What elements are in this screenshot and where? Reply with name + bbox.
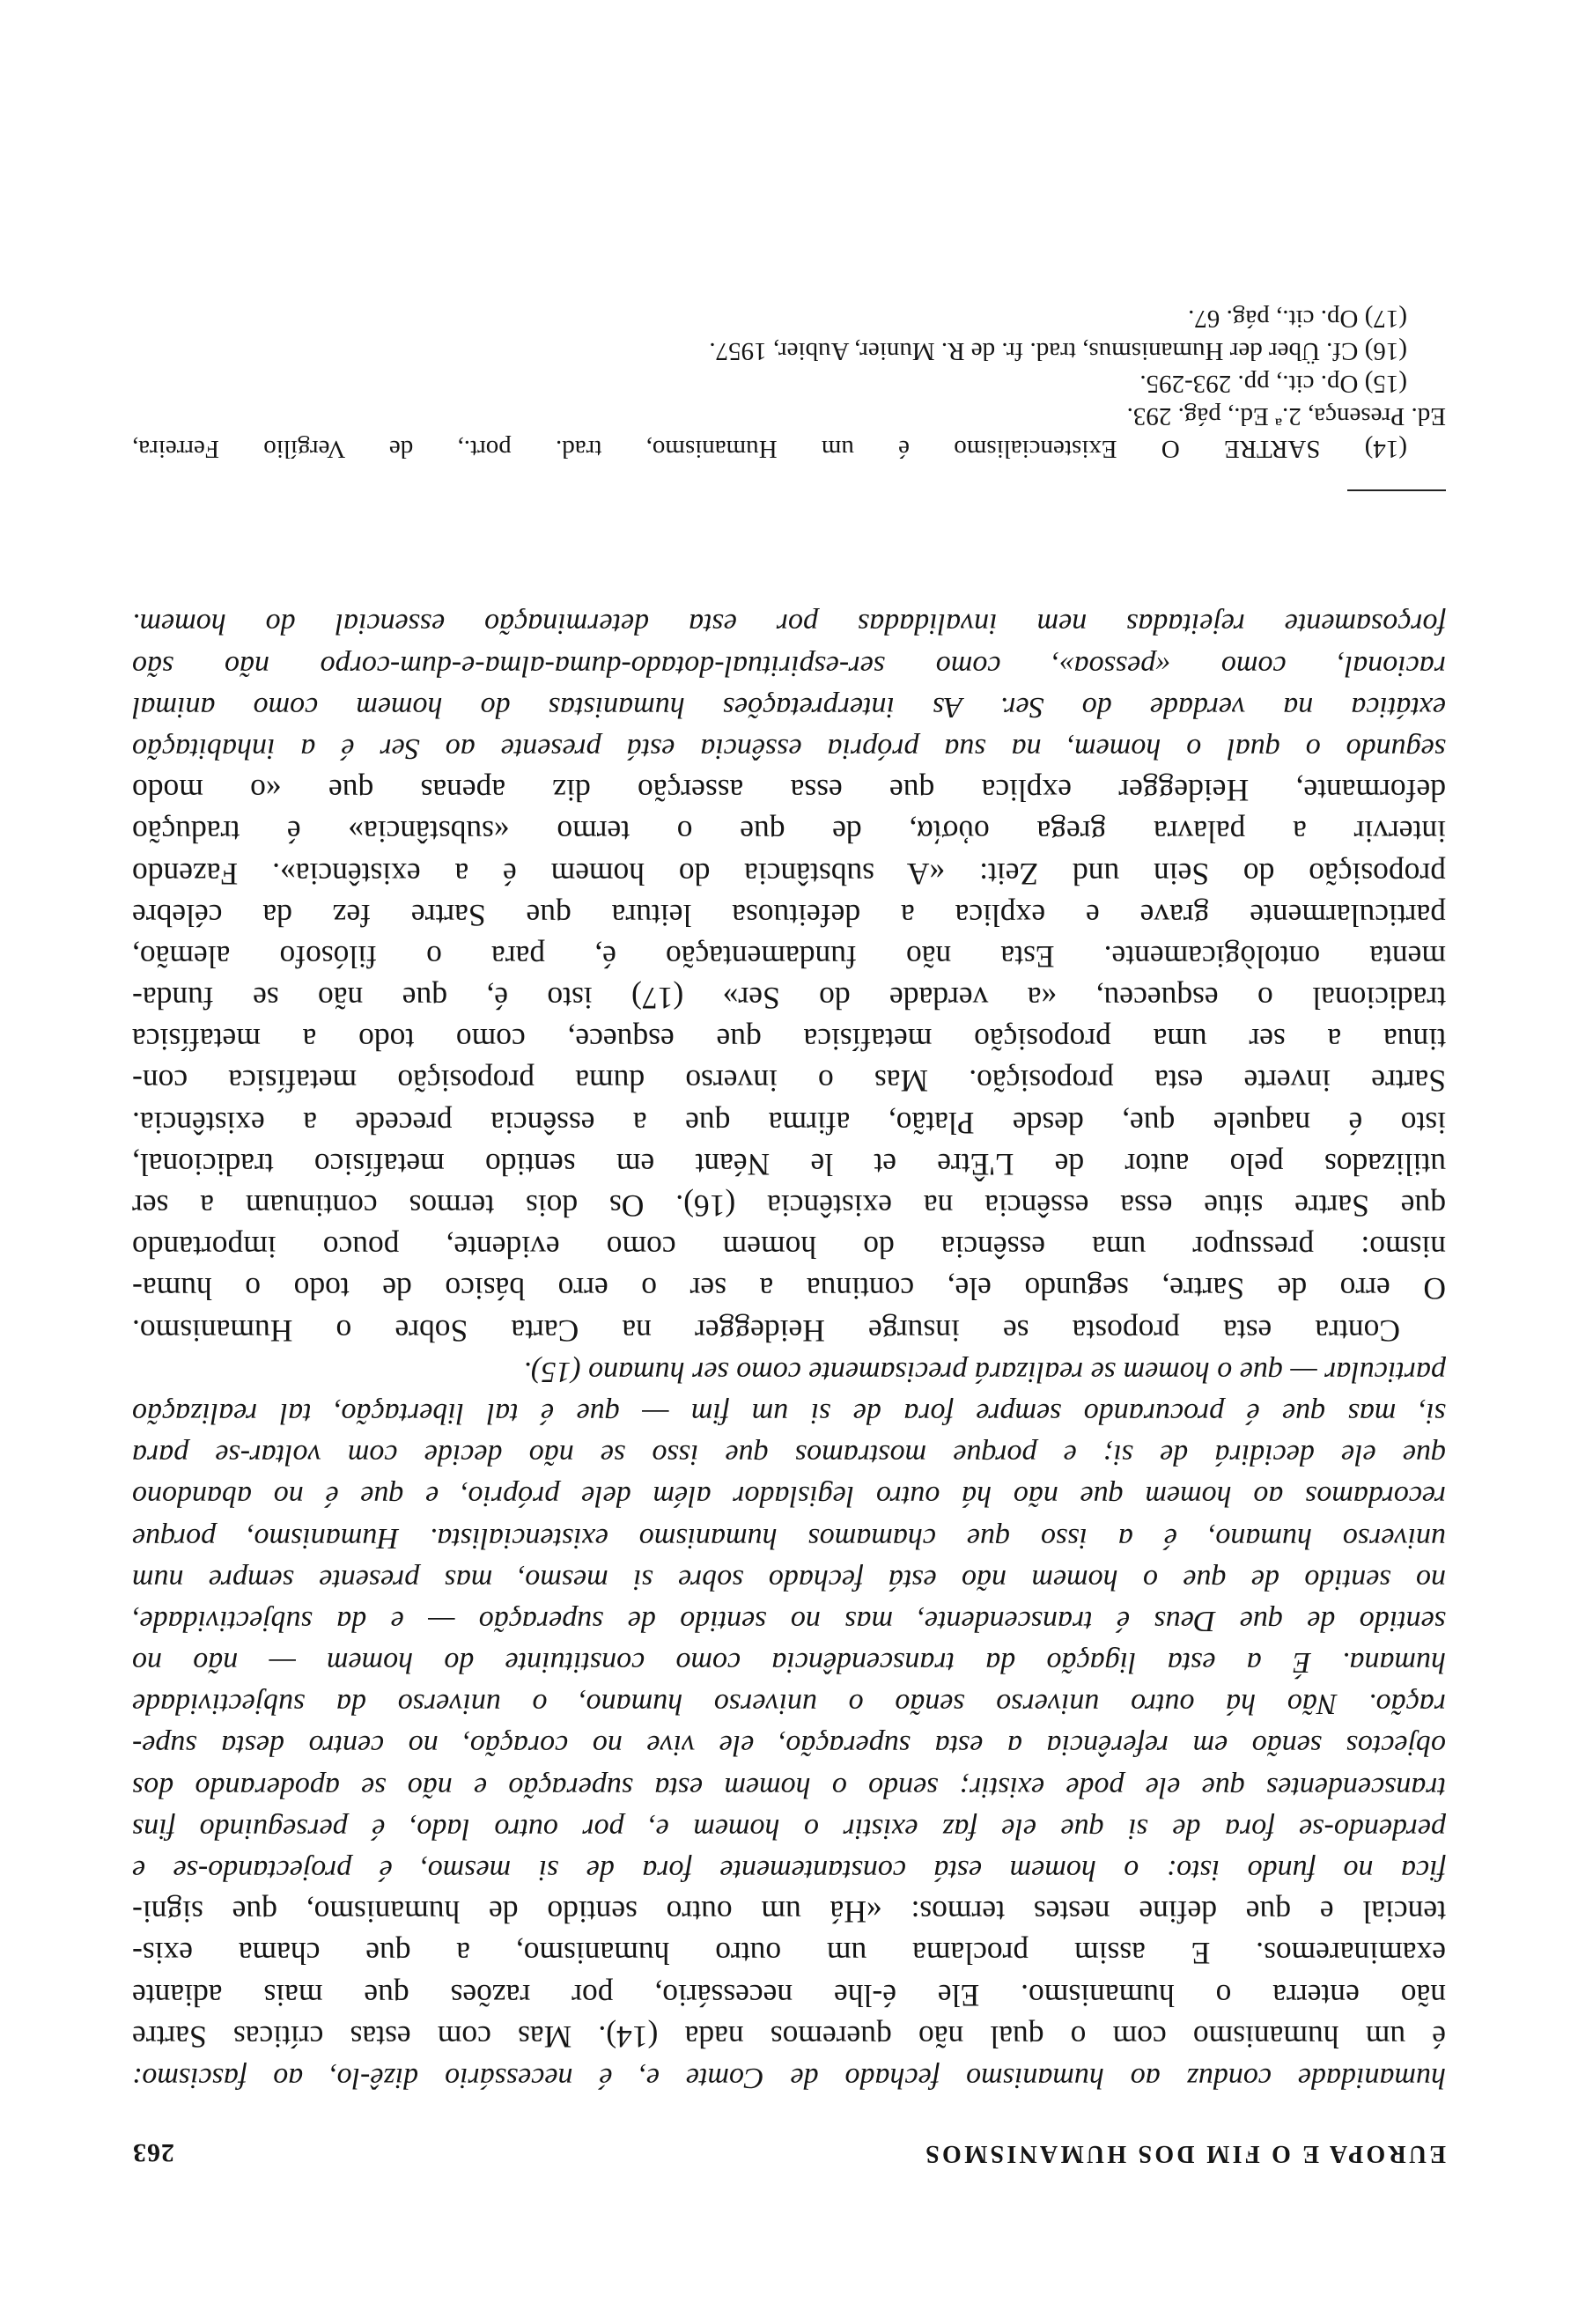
body-text [132,603,1446,2099]
text-line: menta ontològicamente. Esta não fundamentação é, para o filósofo alemão, [132,938,1446,974]
text-line: segundo o qual o homem, na sua própria essência está presente ao Ser é a inhabitação [132,732,1446,765]
text-line: particularmente grave e explica a defeituosa leitura que Sartre fez da célebre [132,897,1446,933]
footnote-list [132,302,1446,465]
text-line: nismo: pressupor uma essência do homem como evidente, pouco importando [132,1230,1446,1266]
text-line: proposição do Sein und Zeit: «A substância do homem é a existência». Fazendo [132,856,1446,892]
footnotes [132,302,1446,491]
text-line: sentido de que Deus é transcendente, mas no sentido de superação — e da subjectividade, [132,1604,1446,1637]
text-line: si, mas que é procurando sempre fora de si um fim — que é tal libertação, tal realização [132,1397,1446,1430]
text-line: tinua a ser uma proposição metafísica que esquece, como todo a metafísica [132,1022,1446,1058]
text-line: forçosamente rejeitadas nem invalidadas por esta determinação essencial do homem. [132,607,1446,641]
text-line: intervir a palavra grega οὐσία, de que o termo «substância» é tradução [132,814,1446,850]
text-line: deformante, Heidegger explica que essa asserção diz apenas que «o modo [132,773,1446,809]
text-line: examinaremos. E assim proclama um outro humanismo, a que chama exis- [132,1936,1446,1972]
text-line: universo humano, é a isso que chamamos humanismo existencialista. Humanismo, porque [132,1521,1446,1555]
running-head [132,2132,1446,2167]
footnote-line: (15) Op. cit., pp. 293-295. [1139,370,1407,398]
text-line: isto é naquele que, desde Platão, afirma que a essência precede a existência. [132,1105,1446,1141]
text-line: que Sartre situe essa essência na existência (16). Os dois termos continuam a ser [132,1188,1446,1225]
text-line: O erro de Sartre, segundo ele, continua a ser o erro básico de todo o huma- [132,1271,1446,1307]
text-line: é um humanismo com o qual não queremos nada (14). Mas com estas críticas Sartre [132,2019,1446,2055]
text-line: objectos senão em referência a esta superação, ele vive no coração, no centro desta supe- [132,1729,1446,1762]
footnote-line: (17) Op. cit., pág. 67. [1188,305,1407,333]
footnote-line: (14) SARTRE O Existencialismo é um Humanismo, trad. port., de Vergílio Ferreira, [132,435,1407,463]
text-line: racional, como «pessoa», como ser-espiritual-dotado-duma-alma-e-dum-corpo não são [132,649,1446,682]
text-line: extática na verdade do Ser. As interpretações humanistas do homem como animal [132,690,1446,724]
footnote-line: Ed. Presença, 2.ª Ed., pág. 293. [1126,402,1446,430]
text-line: fica no fundo isto: o homem está constantemente fora de si mesmo, é projectando-se e [132,1854,1446,1887]
text-line: tradicional o esqueceu, «a verdade do Ser» (17) isto é, que não se funda- [132,981,1446,1017]
text-line: não enterra o humanismo. Ele é-lhe necessário, por razões que mais adiante [132,1977,1446,2013]
text-line: utilizados pelo autor de L'Être et le Néant em sentido metafísico tradicional, [132,1146,1446,1182]
text-line: particular — que o homem se realizará precisamente como ser humano (15). [523,1355,1446,1388]
text-line: ração. Não há outro universo senão o universo humano, o universo da subjectividade [132,1688,1446,1721]
page-number: 263 [132,2138,174,2167]
footnote-line: (16) Cf. Über der Humanismus, trad. fr. de R. Munier, Aubier, 1957. [709,337,1407,365]
text-line: transcendentes que ele pode existir; sendo o homem esta superação e não se apoderando dos [132,1770,1446,1804]
text-line: humana. É a esta ligação da transcendência como constituinte do homem — não no [132,1646,1446,1680]
text-line: perdendo-se fora de si que ele faz existir o homem e, por outro lado, é perseguindo fins [132,1812,1446,1845]
text-line: no sentido de que o homem não está fechado sobre si mesmo, mas presente sempre num [132,1563,1446,1596]
footnote-rule [1347,489,1446,491]
text-line: Sartre inverte esta proposição. Mas o inverso duma proposição metafísica con- [132,1063,1446,1099]
text-line: tencial e que define nestes termos: «Há um outro sentido de humanismo, que signi- [132,1894,1446,1931]
text-line: Contra esta proposta se insurge Heidegger na Carta Sobre o Humanismo. [132,1313,1400,1349]
text-line: humanidade conduz ao humanismo fechado de Comte e, é necessário dizê-lo, ao fascismo: [132,2062,1446,2094]
text-line: recordamos ao homem que não há outro legislador além dele próprio, e que é no abandono [132,1480,1446,1513]
text-line: que ele decidirá de si; e porque mostramos que isso se não decide com voltar-se para [132,1438,1446,1472]
running-title: EUROPA E O FIM DOS HUMANISMOS [923,2140,1446,2167]
